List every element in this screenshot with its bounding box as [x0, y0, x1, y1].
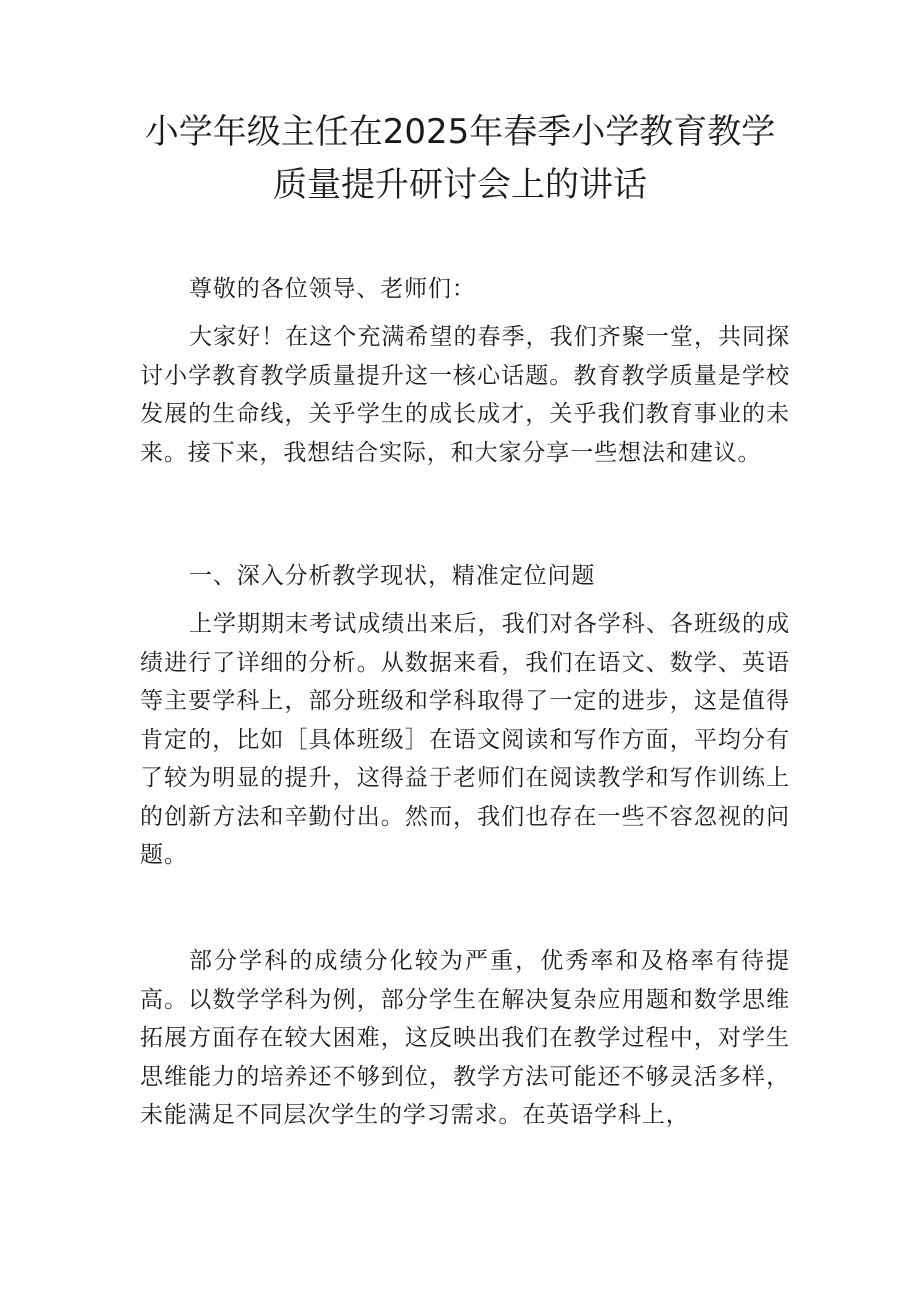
- section-heading-1-text: 一、深入分析教学现状，精准定位问题: [189, 563, 596, 589]
- paragraph-3-text: 部分学科的成绩分化较为严重，优秀率和及格率有待提高。以数学学科为例，部分学生在解决复杂应用题和数学思维拓展方面存在较大困难，这反映出我们在教学过程中，对学生思维能力的培养还不够到位，教学方法可能还不够灵活多样，未能满足不同层次学生的学习需求。在英语学科上，: [140, 948, 790, 1128]
- salutation: [140, 270, 790, 309]
- paragraph-2-text: 上学期期末考试成绩出来后，我们对各学科、各班级的成绩进行了详细的分析。从数据来看，我们在语文、数学、英语等主要学科上，部分班级和学科取得了一定的进步，这是值得肯定的，比如［具体班级］在语文阅读和写作方面，平均分有了较为明显的提升，这得益于老师们在阅读教学和写作训练上的创新方法和辛勤付出。然而，我们也存在一些不容忽视的问题。: [140, 611, 790, 868]
- paragraph-1: [140, 318, 790, 472]
- document-title-line-2: 质量提升研讨会上的讲话: [273, 165, 647, 205]
- section-heading-1: [140, 557, 790, 596]
- paragraph-1-text: 大家好！在这个充满希望的春季，我们齐聚一堂，共同探讨小学教育教学质量提升这一核心话题。教育教学质量是学校发展的生命线，关乎学生的成长成才，关乎我们教育事业的未来。接下来，我想结合实际，和大家分享一些想法和建议。: [140, 324, 790, 466]
- salutation-text: 尊敬的各位领导、老师们：: [189, 276, 476, 302]
- document-title-line-1: 小学年级主任在2025年春季小学教育教学: [144, 112, 776, 152]
- paragraph-3: [140, 942, 790, 1135]
- paragraph-2: [140, 605, 790, 875]
